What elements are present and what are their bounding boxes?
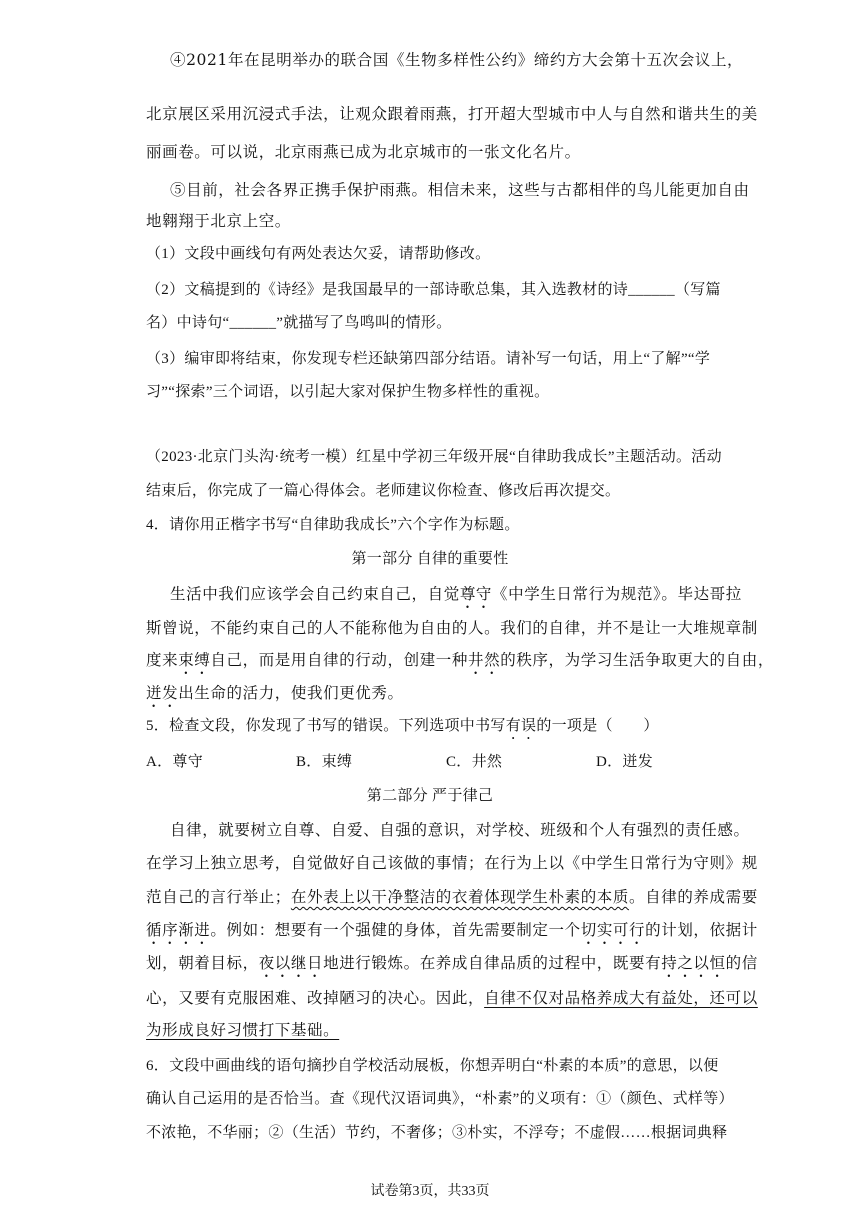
question-sub-3-line-1: （3）编审即将结束，你发现专栏还缺第四部分结语。请补写一句话，用上“了解”“学 bbox=[146, 351, 711, 367]
part-1-line-4 bbox=[146, 681, 404, 711]
part-2-line-6 bbox=[146, 986, 758, 1008]
dotted-word: 有误 bbox=[505, 718, 537, 734]
dotted-word: 束缚 bbox=[178, 651, 211, 669]
text-segment: 出生命的活力，使我们更优秀。 bbox=[178, 684, 404, 702]
underlined-sentence: 自律不仅对品格养成大有益处，还可以 bbox=[484, 989, 758, 1007]
activity-intro-line-1: （2023·北京门头沟·统考一模）红星中学初三年级开展“自律助我成长”主题活动。活动 bbox=[146, 449, 722, 465]
option-c[interactable]: C．井然 bbox=[446, 754, 503, 770]
paragraph-5-line-2: 地翱翔于北京上空。 bbox=[146, 212, 291, 230]
option-a[interactable]: A．尊守 bbox=[146, 754, 204, 770]
option-d[interactable]: D．迸发 bbox=[596, 754, 654, 770]
option-b[interactable]: B．束缚 bbox=[296, 754, 353, 770]
text-segment: 自己，而是用自律的行动，创建一种 bbox=[210, 651, 469, 669]
question-6-line-3: 不浓艳，不华丽；②（生活）节约，不奢侈；③朴实，不浮夸；不虚假……根据词典释 bbox=[146, 1125, 728, 1141]
paragraph-4-line-3: 丽画卷。可以说，北京雨燕已成为北京城市的一张文化名片。 bbox=[146, 143, 581, 161]
paragraph-4-line-2: 北京展区采用沉浸式手法，让观众跟着雨燕，打开超大型城市中人与自然和谐共生的美 bbox=[146, 105, 758, 123]
question-sub-3-line-2: 习”“探索”三个词语，以引起大家对保护生物多样性的重视。 bbox=[146, 384, 550, 400]
text-segment: 的信 bbox=[725, 954, 758, 972]
part-2-line-1: 自律，就要树立自尊、自爱、自强的意识，对学校、班级和个人有强烈的责任感。 bbox=[170, 821, 750, 839]
question-sub-2-line-1: （2）文稿提到的《诗经》是我国最早的一部诗歌总集，其入选教材的诗______（写篇 bbox=[146, 282, 721, 298]
part-1-line-2: 斯曾说，不能约束自己的人不能称他为自由的人。我们的自律，并不是让一大堆规章制 bbox=[146, 619, 758, 637]
text-segment: 的一项是（ ） bbox=[536, 718, 659, 734]
part-1-line-3 bbox=[146, 648, 774, 678]
text-segment: 划，朝着目标， bbox=[146, 954, 259, 972]
question-sub-1: （1）文段中画线句有两处表达欠妥，请帮助修改。 bbox=[146, 246, 491, 262]
paragraph-5-line-1: ⑤目前，社会各界正携手保护雨燕。相信未来，这些与古都相伴的鸟儿能更加自由 bbox=[170, 181, 750, 199]
activity-intro-line-2: 结束后，你完成了一篇心得体会。老师建议你检查、修改后再次提交。 bbox=[146, 483, 621, 499]
question-4: 4．请你用正楷字书写“自律助我成长”六个字作为标题。 bbox=[146, 517, 520, 533]
dotted-word: 切实可行 bbox=[580, 921, 646, 939]
question-5-stem bbox=[146, 714, 659, 743]
dotted-word: 尊守 bbox=[459, 585, 493, 603]
page-footer: 试卷第3页，共33页 bbox=[370, 1184, 490, 1199]
dotted-word: 循序渐进 bbox=[146, 921, 211, 939]
text-segment: 。自律的养成需要 bbox=[629, 888, 758, 906]
text-segment: 。例如：想要有一个强健的身体，首先需要制定一个 bbox=[210, 921, 581, 939]
dotted-word: 持之以恒 bbox=[661, 954, 726, 972]
wavy-underlined-sentence: 在外表上以干净整洁的衣着体现学生朴素的本质 bbox=[290, 888, 630, 906]
text-segment: 《中学生日常行为规范》。毕达哥拉 bbox=[492, 585, 742, 603]
part-2-heading: 第二部分 严于律己 bbox=[366, 788, 494, 804]
text-segment: 地进行锻炼。在养成自律品质的过程中，既要有 bbox=[323, 954, 662, 972]
question-6-line-1: 6．文段中画曲线的语句摘抄自学校活动展板，你想弄明白“朴素的本质”的意思，以便 bbox=[146, 1058, 719, 1074]
question-6-line-2: 确认自己运用的是否恰当。查《现代汉语词典》，“朴素”的义项有：①（颜色、式样等） bbox=[146, 1091, 734, 1107]
text-segment: 生活中我们应该学会自己约束自己，自觉 bbox=[170, 585, 460, 603]
question-sub-2-line-2: 名）中诗句“______”就描写了鸟鸣叫的情形。 bbox=[146, 315, 452, 331]
part-2-line-2: 在学习上独立思考，自觉做好自己该做的事情；在行为上以《中学生日常行为守则》规 bbox=[146, 854, 758, 872]
part-1-heading: 第一部分 自律的重要性 bbox=[351, 551, 509, 567]
text-segment: 的秩序，为学习生活争取更大的自由， bbox=[500, 651, 774, 669]
part-2-line-4 bbox=[146, 918, 758, 948]
underlined-sentence: 为形成良好习惯打下基础。 bbox=[146, 1021, 340, 1039]
text-segment: 度来 bbox=[146, 651, 179, 669]
part-2-line-7 bbox=[146, 1018, 339, 1040]
dotted-word: 井然 bbox=[468, 651, 501, 669]
part-1-line-1 bbox=[170, 582, 742, 612]
part-2-line-5 bbox=[146, 951, 758, 981]
text-segment: 5．检查文段，你发现了书写的错误。下列选项中书写 bbox=[146, 718, 506, 734]
text-segment: 范自己的言行举止； bbox=[146, 888, 291, 906]
part-2-line-3 bbox=[146, 885, 758, 907]
dotted-word: 迸发 bbox=[146, 684, 179, 702]
text-segment: 的计划，依据计 bbox=[645, 921, 758, 939]
dotted-word: 夜以继日 bbox=[258, 954, 324, 972]
text-segment: 心，又要有克服困难、改掉陋习的决心。因此， bbox=[146, 989, 485, 1007]
paragraph-4-line-1: ④2021年在昆明举办的联合国《生物多样性公约》缔约方大会第十五次会议上， bbox=[170, 51, 744, 69]
